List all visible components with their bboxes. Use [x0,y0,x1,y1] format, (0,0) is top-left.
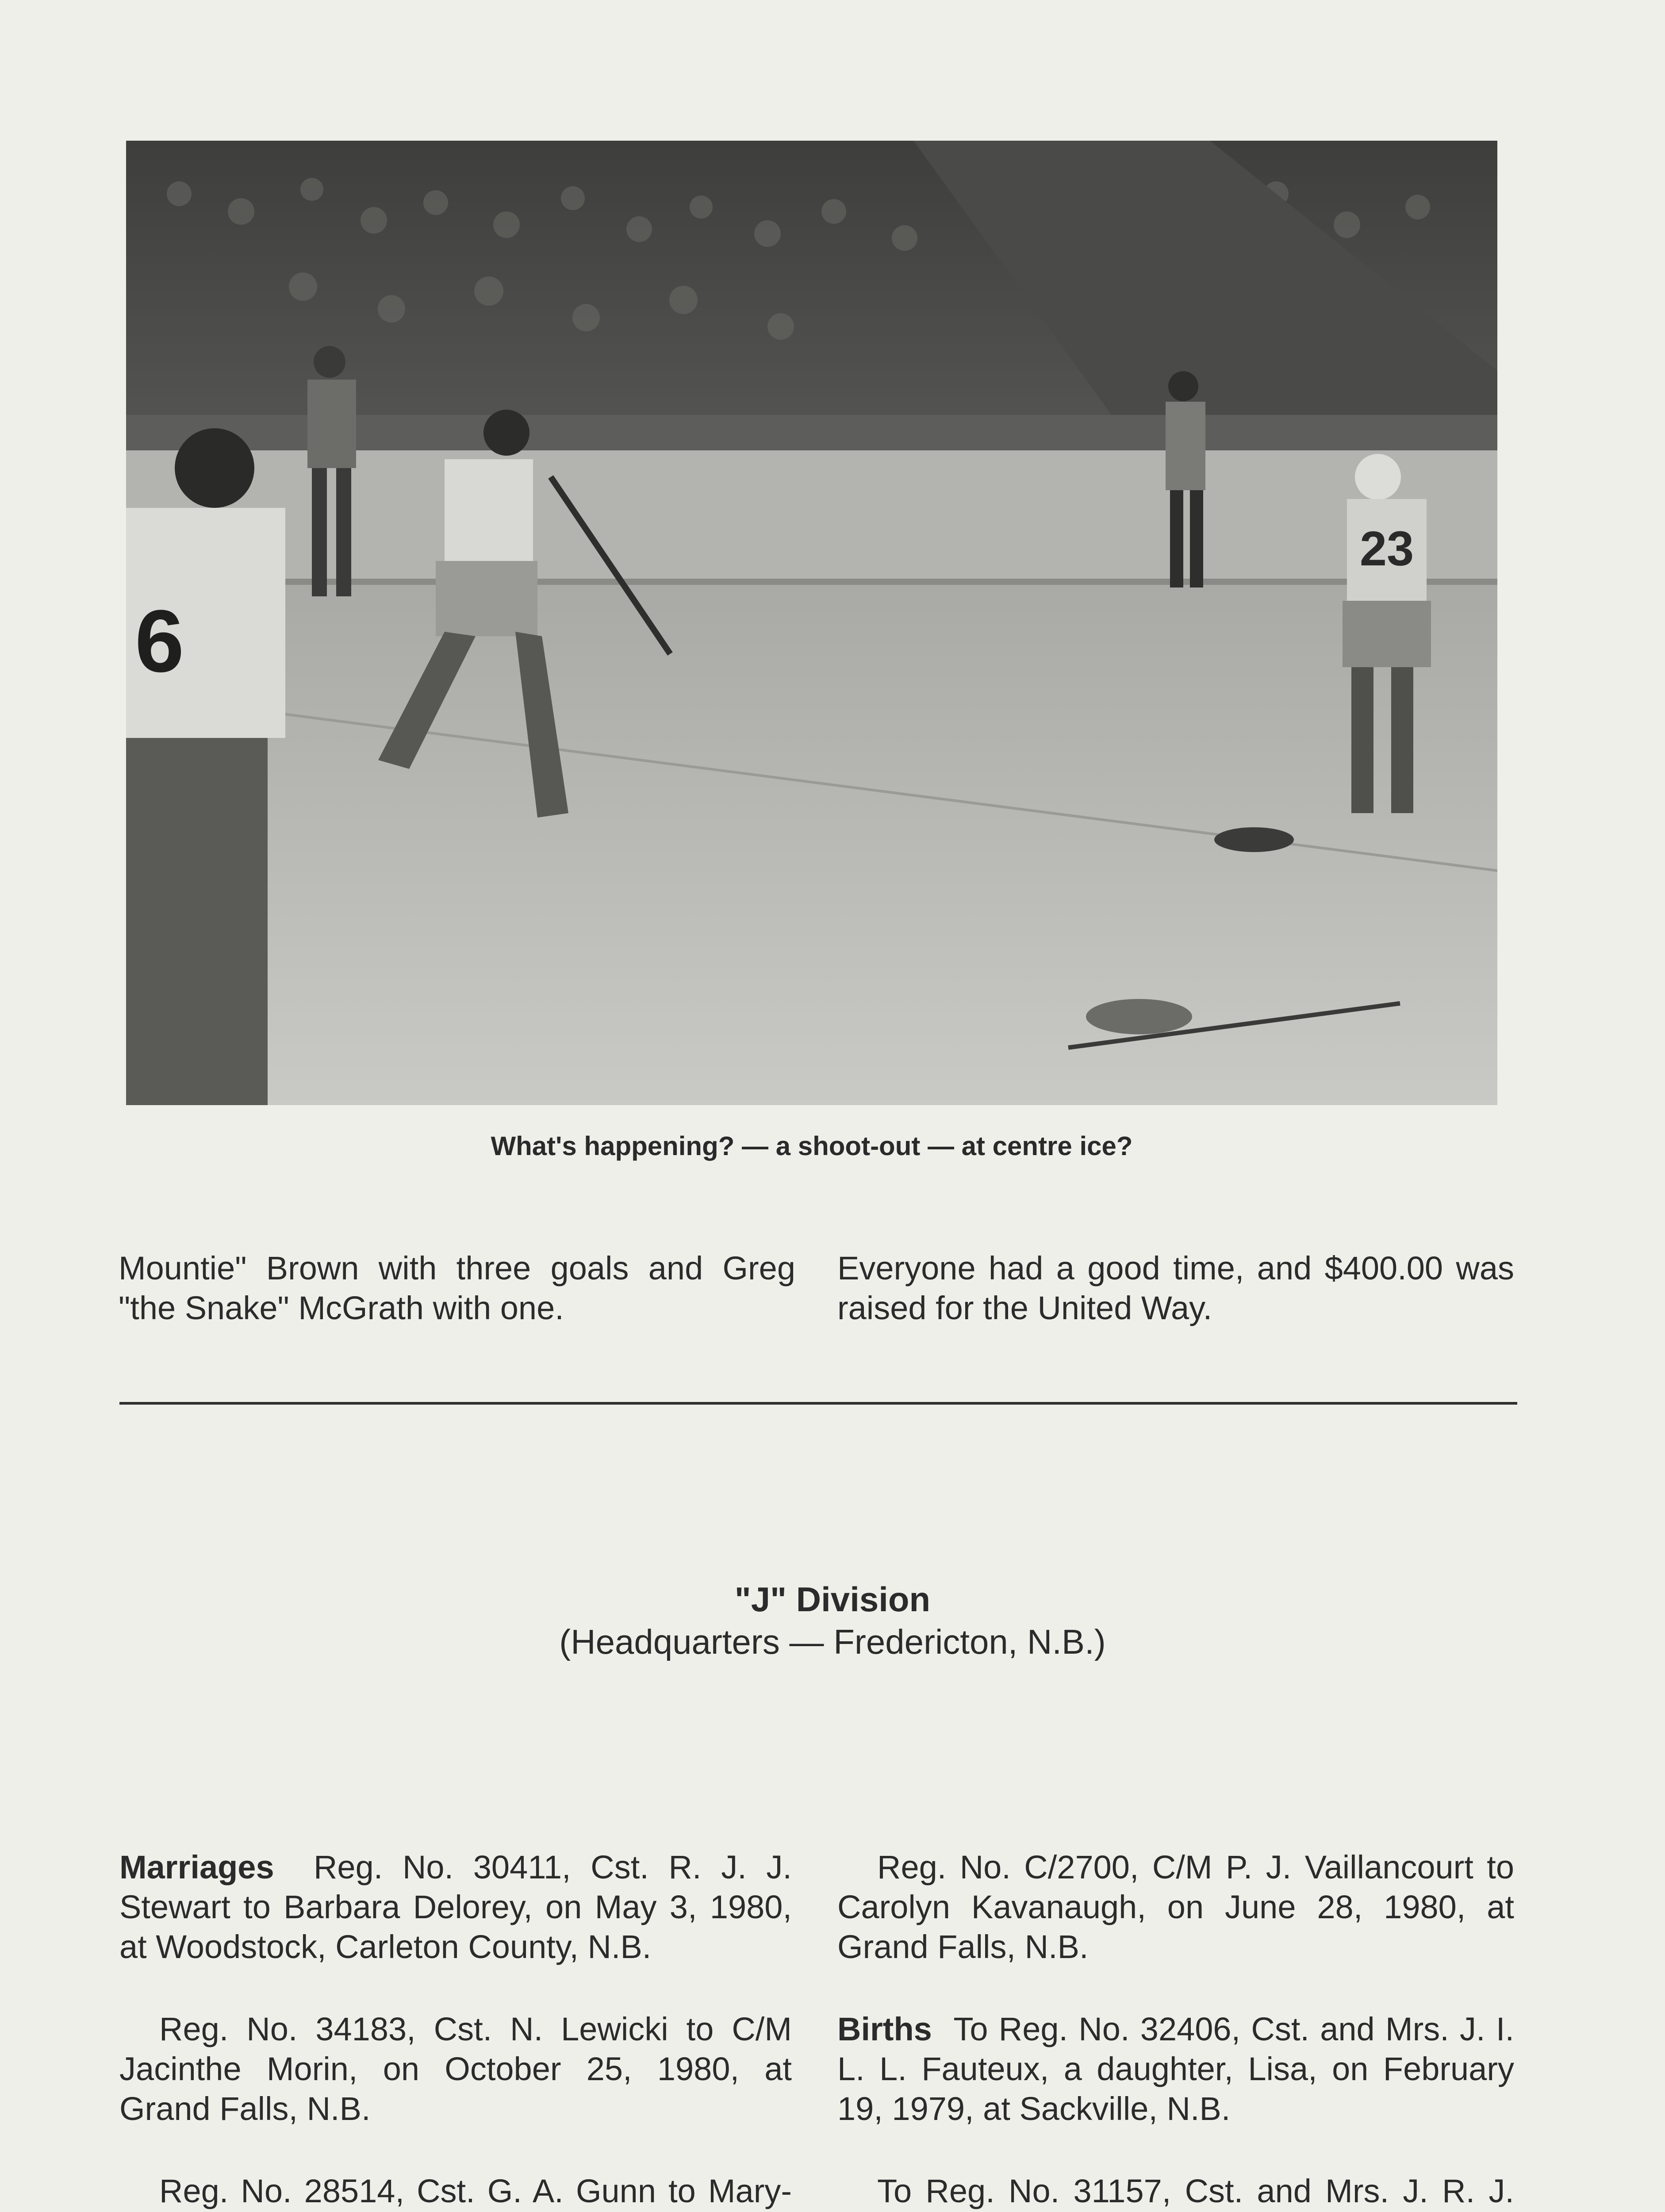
marriage-entry: Reg. No. C/2700, C/M P. J. Vaillancourt to Carolyn Kavanaugh, on June 28, 1980, at Grand Falls, N.B. [837,1849,1514,1965]
announcements-right-column [837,1847,1514,2212]
birth-entry [837,2009,1514,2129]
announcements-left-column [119,1847,792,2212]
hockey-scene-image [126,141,1497,1105]
births-heading: Births [837,2011,932,2047]
division-subheading: (Headquarters — Fredericton, N.B.) [559,1622,1106,1661]
jersey-number: 23 [1359,522,1414,576]
story-continuation-right [837,1248,1514,1328]
marriages-heading: Marriages [119,1849,274,1886]
story-text-right: Everyone had a good time, and $400.00 was raised for the United Way. [837,1250,1514,1326]
story-continuation-left [119,1248,795,1328]
section-divider [119,1402,1517,1405]
marriage-entry: Reg. No. 34183, Cst. N. Lewicki to C/M Jacinthe Morin, on October 25, 1980, at Grand Falls, N.B. [119,2011,792,2127]
birth-entry: To Reg. No. 31157, Cst. and Mrs. J. R. J. [877,2173,1514,2209]
marriage-entry [119,1847,792,1967]
photo-caption: What's happening? — a shoot-out — at centre ice? [491,1131,1133,1161]
division-heading: "J" Division [734,1580,931,1619]
story-text-left: Mountie" Brown with three goals and Greg "the Snake" McGrath with one. [119,1250,795,1326]
hockey-photo [126,141,1497,1105]
sleeve-number: 6 [135,592,184,691]
birth-text: To Reg. No. 32406, Cst. and Mrs. J. I. L. L. Fauteux, a daughter, Lisa, on February 19, 1979, at Sackville, N.B. [837,2011,1515,2127]
marriage-entry: Reg. No. 28514, Cst. G. A. Gunn to Mary- [159,2173,792,2209]
marriage-text: Reg. No. 30411, Cst. R. J. J. Stewart to Barbara Delorey, on May 3, 1980, at Woodstock, Carleton County, N.B. [119,1849,792,1965]
